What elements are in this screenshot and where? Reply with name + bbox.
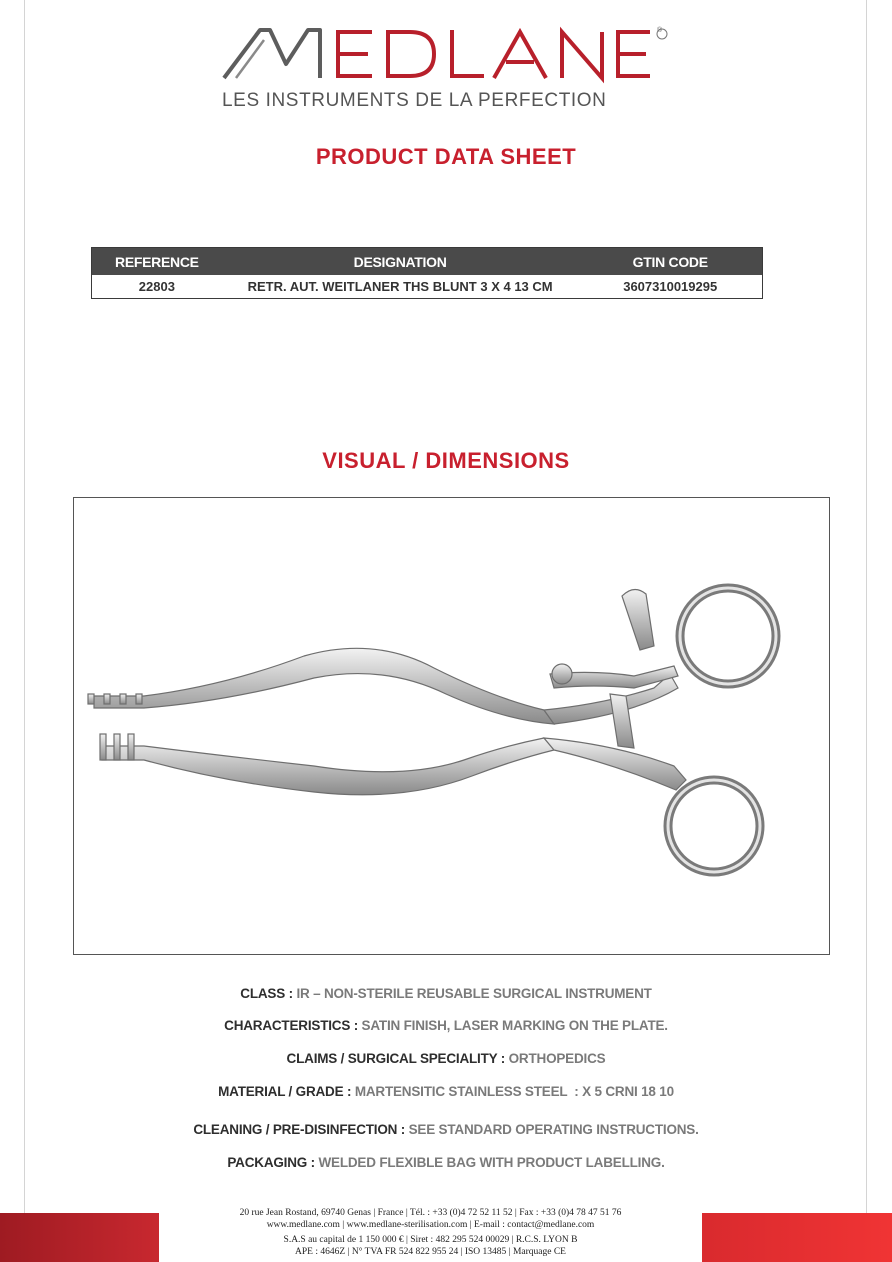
footer-address: 20 rue Jean Rostand, 69740 Genas | France | Tél. : +33 (0)4 72 52 11 52 | Fax : +33 (0)4 78 47 51 76 bbox=[239, 1208, 622, 1218]
table-header-row bbox=[92, 248, 763, 276]
spec-material-value: MARTENSITIC STAINLESS STEEL : X 5 CRNI 18 10 bbox=[351, 1084, 674, 1099]
spec-claims bbox=[0, 1051, 892, 1066]
spec-packaging-label: PACKAGING : bbox=[227, 1155, 315, 1170]
spec-cleaning-value: SEE STANDARD OPERATING INSTRUCTIONS. bbox=[405, 1122, 699, 1137]
spec-material-label: MATERIAL / GRADE : bbox=[218, 1084, 352, 1099]
cell-gtin-code: 3607310019295 bbox=[623, 279, 718, 294]
spec-packaging-value: WELDED FLEXIBLE BAG WITH PRODUCT LABELLING. bbox=[314, 1155, 665, 1170]
spec-claims-value: ORTHOPEDICS bbox=[505, 1051, 606, 1066]
footer-accent-left bbox=[0, 1213, 159, 1262]
footer-web-email: www.medlane.com | www.medlane-sterilisation.com | E-mail : contact@medlane.com bbox=[266, 1220, 595, 1230]
brand-tagline: LES INSTRUMENTS DE LA PERFECTION bbox=[222, 90, 607, 111]
medlane-logo bbox=[222, 24, 672, 84]
medlane-logo-icon bbox=[222, 24, 672, 84]
header-reference: REFERENCE bbox=[92, 248, 222, 276]
registered-mark: ® bbox=[657, 27, 663, 34]
spec-cleaning-label: CLEANING / PRE-DISINFECTION : bbox=[193, 1122, 406, 1137]
spec-characteristics bbox=[0, 1018, 892, 1033]
visual-dimensions-title: VISUAL / DIMENSIONS bbox=[322, 448, 570, 473]
product-visual-frame bbox=[73, 497, 830, 955]
spec-class-value: IR – NON-STERILE REUSABLE SURGICAL INSTRUMENT bbox=[292, 986, 652, 1001]
cell-reference: 22803 bbox=[138, 279, 175, 294]
spec-characteristics-label: CHARACTERISTICS : bbox=[224, 1018, 358, 1033]
spec-claims-label: CLAIMS / SURGICAL SPECIALITY : bbox=[286, 1051, 506, 1066]
spec-characteristics-value: SATIN FINISH, LASER MARKING ON THE PLATE. bbox=[358, 1018, 668, 1033]
header-designation: DESIGNATION bbox=[222, 248, 579, 276]
spec-class bbox=[0, 986, 892, 1001]
weitlaner-retractor-icon bbox=[74, 498, 831, 956]
table-row bbox=[92, 275, 763, 299]
spec-packaging bbox=[0, 1155, 892, 1170]
footer-company-info: S.A.S au capital de 1 150 000 € | Siret : 482 295 524 00029 | R.C.S. LYON B bbox=[283, 1235, 578, 1245]
spec-class-label: CLASS : bbox=[240, 986, 293, 1001]
footer-accent-right bbox=[702, 1213, 892, 1262]
product-data-sheet-title: PRODUCT DATA SHEET bbox=[315, 144, 577, 169]
footer-registration: APE : 4646Z | N° TVA FR 524 822 955 24 | ISO 13485 | Marquage CE bbox=[295, 1247, 566, 1257]
header-gtin-code: GTIN CODE bbox=[578, 248, 762, 276]
cell-designation: RETR. AUT. WEITLANER THS BLUNT 3 X 4 13 CM bbox=[247, 279, 553, 294]
reference-table bbox=[91, 247, 763, 299]
spec-material bbox=[0, 1084, 892, 1099]
spec-cleaning bbox=[0, 1122, 892, 1137]
